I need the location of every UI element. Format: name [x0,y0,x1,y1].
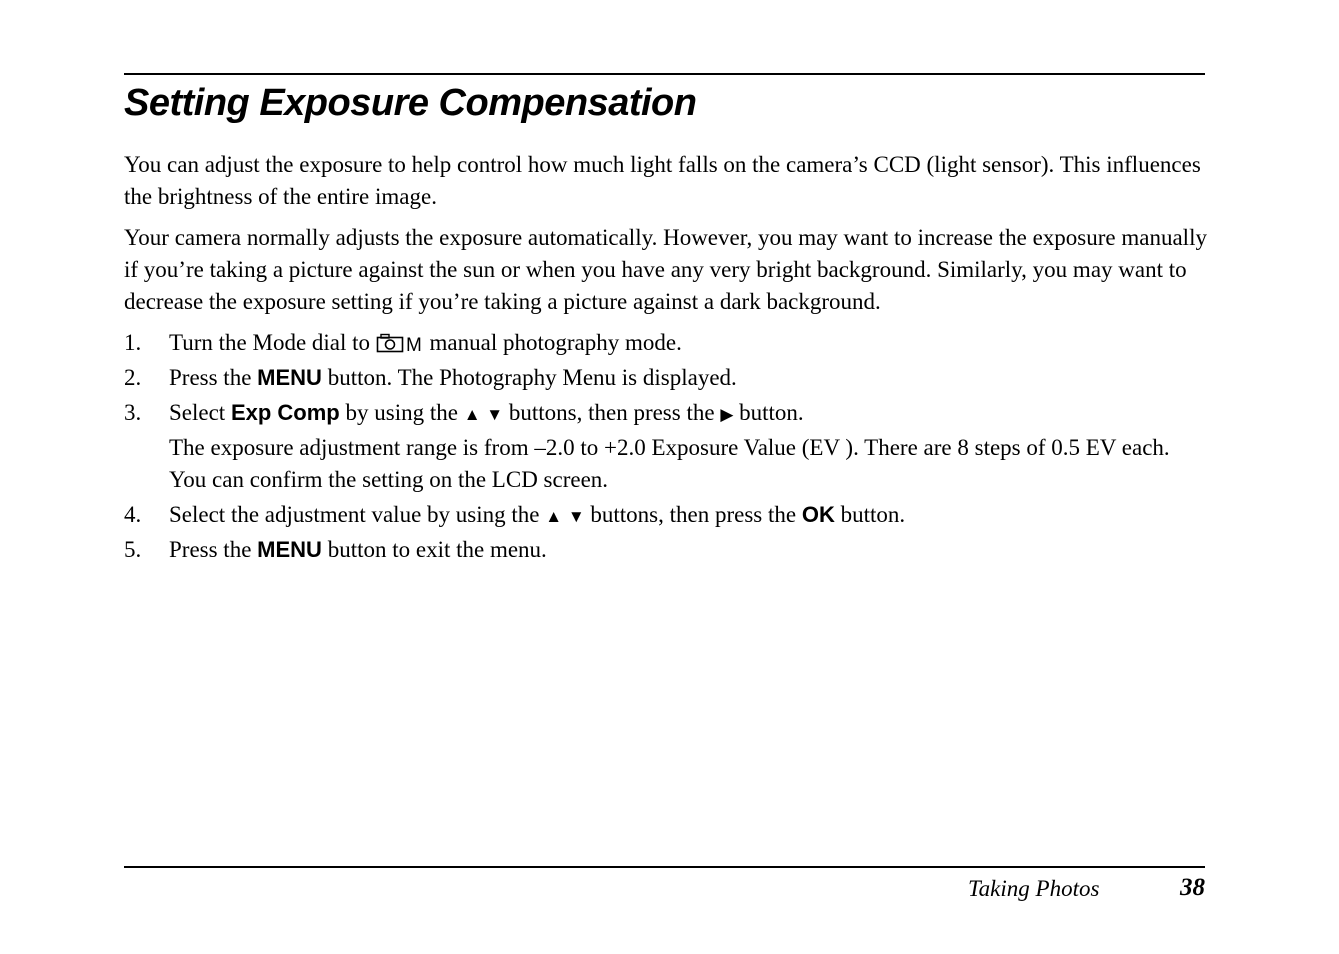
step-number: 4. [124,502,142,527]
step-number: 5. [124,537,142,562]
mode-letter: M [405,335,422,353]
step-text [169,499,905,533]
step-text-part: Select [169,400,231,425]
ok-button-label: OK [801,502,835,527]
exposure-paragraph: Your camera normally adjusts the exposure automatically. However, you may want to increase the exposure manually if you’re taking a picture against the sun or when you have any very bright background. Similarly, you may want to decrease the exposure setting if you’re taking a picture against a dark background. [124,225,1207,314]
step-text-part: Turn the Mode dial to [169,330,376,355]
step-number: 2. [124,365,142,390]
step-note: The exposure adjustment range is from –2.0 to +2.0 Exposure Value (EV ). There are 8 steps of 0.5 EV each. You can confirm the setting on the LCD screen. [169,435,1170,492]
footer-rule [124,866,1205,868]
step-text-part: button. [834,502,906,527]
top-rule [124,73,1205,75]
step-text [169,362,737,394]
step-text-part: Press the [169,537,258,562]
camera-icon [376,333,424,353]
step-text-part: button. The Photography Menu is displayed. [321,365,737,390]
step-number: 1. [124,330,142,355]
step-text-part: by using the [339,400,464,425]
footer-section-title: Taking Photos [968,876,1100,901]
down-arrow-icon: ▼ [567,507,585,526]
step-text-part: button to exit the menu. [321,537,547,562]
page-number: 38 [1180,874,1205,901]
step-text [169,327,682,362]
step-number: 3. [124,400,142,425]
step-text-part: buttons, then press the [584,502,802,527]
page-title: Setting Exposure Compensation [124,82,697,124]
camera-manual-mode-icon [376,330,424,362]
menu-button-label: MENU [257,537,322,562]
step-text-part: manual photography mode. [423,330,682,355]
step-text [169,534,547,566]
step-text-part: Select the adjustment value by using the [169,502,546,527]
step-text [169,397,804,431]
step-text-part: buttons, then press the [503,400,721,425]
up-arrow-icon: ▲ [545,507,563,526]
down-arrow-icon: ▼ [486,405,504,424]
exp-comp-label: Exp Comp [230,400,340,425]
step-text-part: Press the [169,365,258,390]
intro-paragraph: You can adjust the exposure to help control how much light falls on the camera’s CCD (light sensor). This influences the brightness of the entire image. [124,152,1201,209]
menu-button-label: MENU [257,365,322,390]
step-text-part: button. [733,400,804,425]
right-arrow-icon: ▶ [720,405,734,424]
up-arrow-icon: ▲ [463,405,481,424]
